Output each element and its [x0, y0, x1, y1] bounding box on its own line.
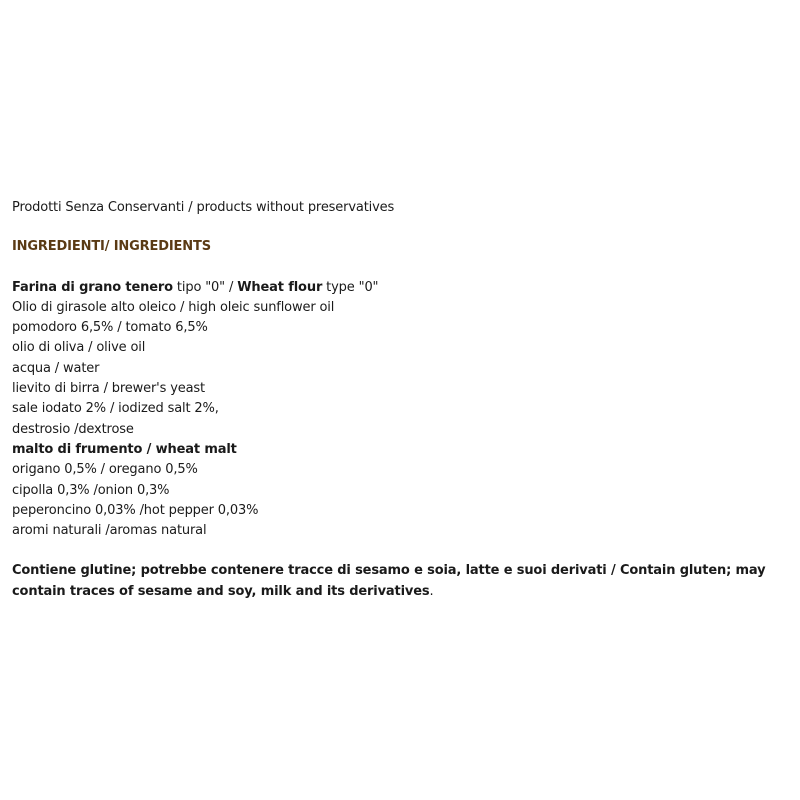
ingredients-heading: INGREDIENTI/ INGREDIENTS: [12, 239, 211, 255]
ingredient-aromas: aromi naturali /aromas natural: [12, 523, 207, 539]
ingredient-oregano: origano 0,5% / oregano 0,5%: [12, 462, 198, 478]
ingredient-dextrose: destrosio /dextrose: [12, 421, 134, 437]
ingredient-flour: [12, 278, 790, 298]
ingredient-olive-oil: olio di oliva / olive oil: [12, 340, 146, 356]
allergen-period: .: [429, 583, 434, 599]
ingredient-tomato: pomodoro 6,5% / tomato 6,5%: [12, 320, 208, 336]
ingredient-onion: cipolla 0,3% /onion 0,3%: [12, 482, 170, 498]
allergen-warning: [12, 561, 790, 602]
ingredient-yeast: lievito di birra / brewer's yeast: [12, 381, 205, 397]
ingredient-sheet: [12, 198, 790, 602]
intro-text: Prodotti Senza Conservanti / products without preservatives: [12, 200, 395, 215]
allergen-text: Contiene glutine; potrebbe contenere tracce di sesamo e soia, latte e suoi derivati / Contain gluten; may contain traces of sesame and soy, milk and its derivatives: [12, 563, 766, 599]
flour-english-bold: Wheat flour: [237, 279, 323, 295]
flour-italian-rest: tipo "0" /: [172, 279, 238, 295]
ingredient-wheat-malt: malto di frumento / wheat malt: [12, 441, 237, 457]
ingredient-list: [12, 278, 790, 542]
ingredient-sunflower-oil: Olio di girasole alto oleico / high oleic sunflower oil: [12, 299, 335, 315]
ingredient-salt: sale iodato 2% / iodized salt 2%,: [12, 401, 219, 417]
flour-italian-bold: Farina di grano tenero: [12, 279, 173, 295]
ingredient-hot-pepper: peperoncino 0,03% /hot pepper 0,03%: [12, 502, 259, 518]
ingredient-water: acqua / water: [12, 360, 100, 376]
flour-english-rest: type "0": [322, 279, 379, 295]
